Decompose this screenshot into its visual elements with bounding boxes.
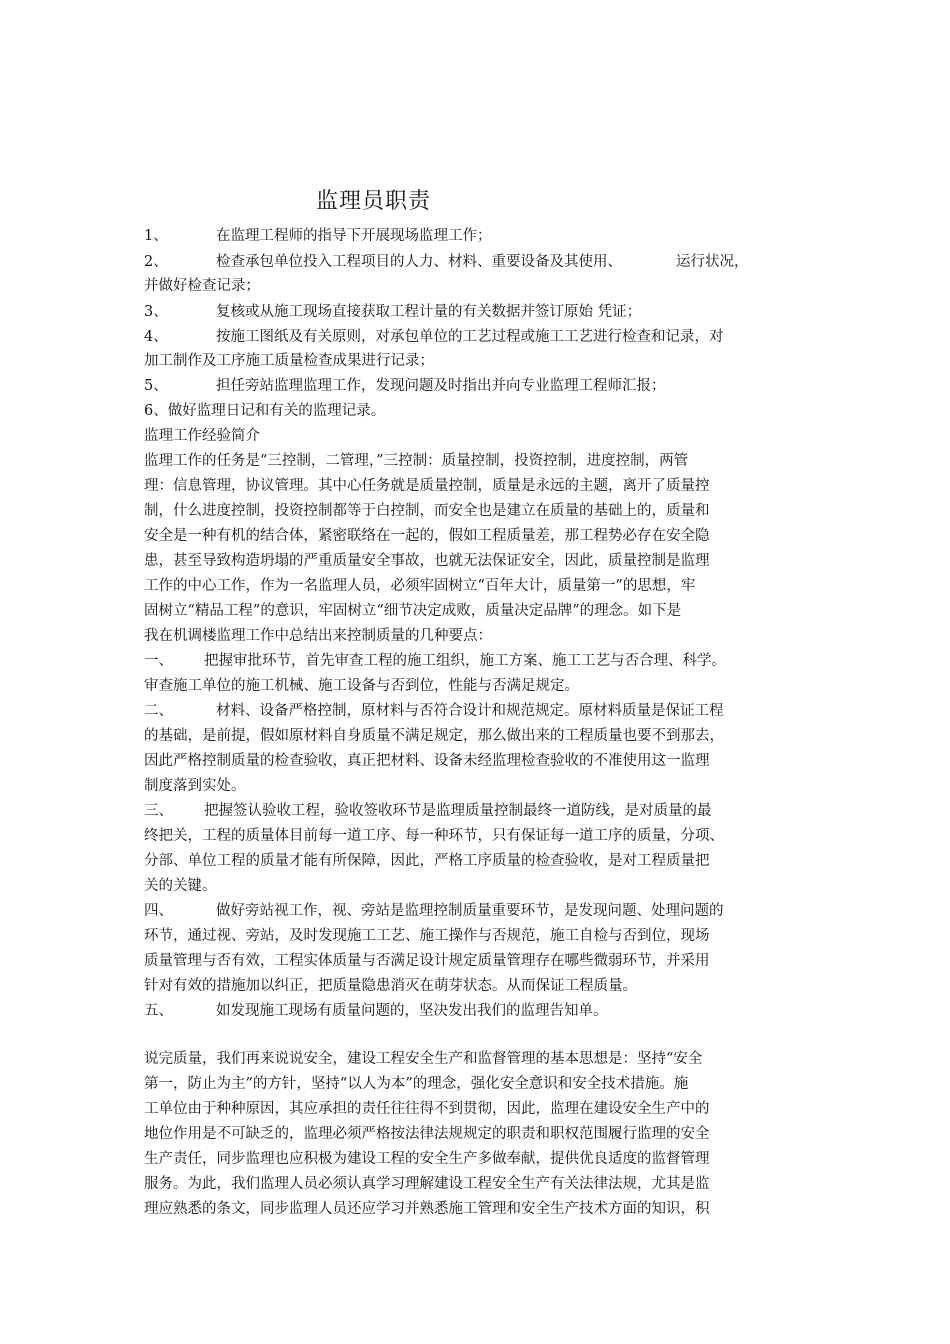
paragraph-line: 我在机调楼监理工作中总结出来控制质量的几种要点：: [144, 628, 492, 644]
paragraph-line: 说完质量，我们再来说说安全，建设工程安全生产和监督管理的基本思想是：坚持“安全: [144, 1051, 703, 1067]
point-continuation: 终把关，工程的质量体目前每一道工序、每一种环节，只有保证每一道工序的质量，分项、: [144, 828, 724, 844]
duty-item-1: [144, 226, 492, 246]
duty-item-4: [144, 327, 724, 347]
paragraph-line: 第一，防止为主”的方针，坚持“以人为本”的理念，强化安全意识和安全技术措施。施: [144, 1076, 689, 1092]
point-number: 一、: [144, 653, 173, 669]
paragraph-line: 工作的中心工作，作为一名监理人员，必须牢固树立“百年大计，质量第一”的思想，牢: [144, 578, 696, 594]
point-text: 做好旁站视工作，视、旁站是监理控制质量重要环节，是发现问题、处理问题的: [216, 903, 724, 919]
duty-text-tail: 运行状况，: [676, 254, 749, 270]
paragraph-line: 工单位由于种种原因，其应承担的责任往往得不到贯彻，因此，监理在建设安全生产中的: [144, 1101, 710, 1117]
point-continuation: 质量管理与否有效，工程实体质量与否满足设计规定质量管理存在哪些微弱环节，并采用: [144, 953, 710, 969]
duty-number: 1、: [144, 228, 168, 244]
paragraph-line: 制，什么进度控制，投资控制都等于白控制，而安全也是建立在质量的基础上的，质量和: [144, 503, 710, 519]
paragraph-line: 监理工作的任务是“三控制，二管理，”三控制：质量控制，投资控制，进度控制，两管: [144, 453, 689, 469]
page-title: 监理员职责: [316, 189, 432, 214]
paragraph-line: 地位作用是不可缺乏的，监理必须严格按法律法规规定的职责和职权范围履行监理的安全: [144, 1126, 710, 1142]
duty-item-5: [144, 376, 666, 396]
point-continuation: 关的关键。: [144, 878, 217, 894]
duty-item-2: [144, 252, 749, 272]
paragraph-line: 理应熟悉的条文，同步监理人员还应学习并熟悉施工管理和安全生产技术方面的知识，积: [144, 1201, 710, 1217]
point-text: 如发现施工现场有质量问题的，坚决发出我们的监理告知单。: [216, 1003, 608, 1019]
point-text: 把握签认验收工程，验收签收环节是监理质量控制最终一道防线，是对质量的最: [204, 803, 712, 819]
point-item-3: [144, 801, 712, 821]
point-text: 材料、设备严格控制，原材料与否符合设计和规范规定。原材料质量是保证工程: [216, 703, 724, 719]
point-continuation: 的基础，是前提，假如原材料自身质量不满足规定，那么做出来的工程质量也要不到那去，: [144, 728, 724, 744]
paragraph-line: 理：信息管理，协议管理。其中心任务就是质量控制，质量是永远的主题，离开了质量控: [144, 478, 710, 494]
point-continuation: 环节，通过视、旁站，及时发现施工工艺、施工操作与否规范，施工自检与否到位，现场: [144, 928, 710, 944]
point-number: 四、: [144, 903, 173, 919]
duty-number: 4、: [144, 329, 168, 345]
point-continuation: 分部、单位工程的质量才能有所保障，因此，严格工序质量的检查验收，是对工程质量把: [144, 853, 710, 869]
duty-item-3: [144, 302, 641, 322]
point-number: 二、: [144, 703, 173, 719]
duty-item-4-continuation: 加工制作及工序施工质量检查成果进行记录；: [144, 353, 434, 369]
point-number: 三、: [144, 803, 173, 819]
duty-item-6: 6、做好监理日记和有关的监理记录。: [144, 403, 386, 419]
duty-text: 检查承包单位投入工程项目的人力、材料、重要设备及其使用、: [216, 254, 622, 270]
paragraph-line: 固树立“精品工程”的意识，牢固树立“细节决定成败，质量决定品牌”的理念。如下是: [144, 603, 682, 619]
duty-text: 在监理工程师的指导下开展现场监理工作；: [216, 228, 492, 244]
point-continuation: 因此严格控制质量的检查验收，真正把材料、设备未经监理检查验收的不准使用这一监理: [144, 753, 710, 769]
duty-text: 担任旁站监理监理工作，发现问题及时指出并向专业监理工程师汇报；: [216, 378, 666, 394]
paragraph-line: 安全是一种有机的结合体，紧密联络在一起的，假如工程质量差，那工程势必存在安全隐: [144, 528, 710, 544]
duty-item-2-continuation: 并做好检查记录；: [144, 278, 260, 294]
paragraph-line: 生产责任，同步监理也应积极为建设工程的安全生产多做奉献，提供优良适度的监督管理: [144, 1151, 710, 1167]
point-continuation: 针对有效的措施加以纠正，把质量隐患消灭在萌芽状态。从而保证工程质量。: [144, 978, 637, 994]
point-item-4: [144, 901, 724, 921]
section-heading: 监理工作经验简介: [144, 428, 260, 444]
point-item-5: [144, 1001, 608, 1021]
point-text: 把握审批环节，首先审查工程的施工组织，施工方案、施工工艺与否合理、科学。: [204, 653, 726, 669]
point-item-1: [144, 651, 726, 671]
duty-number: 5、: [144, 378, 168, 394]
duty-number: 3、: [144, 304, 168, 320]
duty-text: 按施工图纸及有关原则，对承包单位的工艺过程或施工工艺进行检查和记录，对: [216, 329, 724, 345]
duty-number: 2、: [144, 254, 168, 270]
point-item-2: [144, 701, 724, 721]
paragraph-line: 患，甚至导致构造坍塌的严重质量安全事故，也就无法保证安全，因此，质量控制是监理: [144, 553, 710, 569]
point-continuation: 制度落到实处。: [144, 778, 246, 794]
point-continuation: 审查施工单位的施工机械、施工设备与否到位，性能与否满足规定。: [144, 678, 579, 694]
paragraph-line: 服务。为此，我们监理人员必须认真学习理解建设工程安全生产有关法律法规，尤其是监: [144, 1176, 710, 1192]
point-number: 五、: [144, 1003, 173, 1019]
duty-text: 复核或从施工现场直接获取工程计量的有关数据并签订原始 凭证；: [216, 304, 642, 320]
